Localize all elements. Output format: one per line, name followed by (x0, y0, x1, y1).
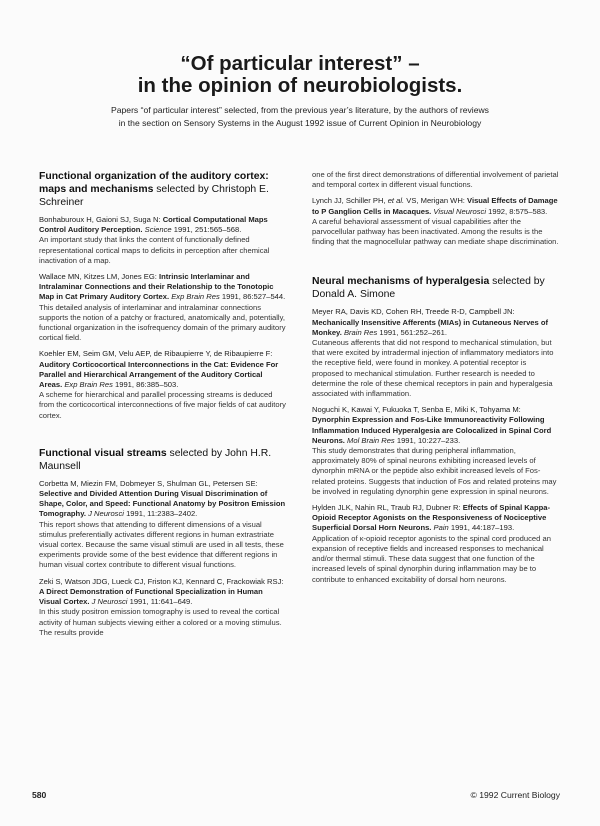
citation-authors: Noguchi K, Kawai Y, Fukuoka T, Senba E, Miki K, Tohyama M: (312, 405, 521, 415)
citation-annotation: This study demonstrates that during peripheral inflammation, approximately 80% of spinal neurons exhibiting increased levels of dynorphin mRNA or the peptide also exhibit increased levels of Fos-related proteins. Suggests that induction of Fos and related proteins may be involved in regulating dynorphin gene expression in spinal neurons. (312, 446, 557, 496)
citation (39, 215, 287, 235)
citation-authors: Corbetta M, Miezin FM, Dobmeyer S, Shulman GL, Petersen SE: (39, 478, 258, 488)
citation (312, 196, 560, 216)
reference-entry (39, 215, 287, 266)
page-title-line-2: in the opinion of neurobiologists. (137, 74, 463, 97)
subtitle-line-1: Papers “of particular interest” selected, from the previous year’s literature, by the authors of reviews (111, 105, 489, 115)
section-auditory-cortex (39, 170, 287, 421)
right-column (312, 170, 560, 611)
citation-annotation: In this study positron emission tomography is used to reveal the cortical activity of human subjects viewing either a colored or a moving stimulus. The results provide (39, 607, 282, 637)
section-heading (312, 275, 560, 301)
citation-annotation: A careful behavioral assessment of visual capabilities after the parvocellular pathway has been inactivated. Among the results is the finding that the magnocellular pathway can mediate shape discrimination. (312, 216, 559, 247)
citation-annotation: An important study that links the content of functionally defined representational cortical maps to deficits in perception after chemical inactivation of a map. (39, 235, 270, 265)
citation-authors: Wallace MN, Kitzes LM, Jones EG: (39, 272, 159, 282)
section-heading (39, 447, 287, 473)
citation-title: Mechanically Insensitive Afferents (MIAs) in Cutaneous Nerves of Monkey. (312, 317, 549, 337)
citation-details: 1991, 10:227–233. (394, 435, 461, 445)
reference-entry (312, 405, 560, 497)
citation-title: Intrinsic Interlaminar and Intralaminar Connections and their Relationship to the Tonotopic Map in Cat Primary Auditory Cortex. (39, 272, 274, 302)
citation-details: 1991, 11:641–649. (127, 597, 193, 607)
section-hyperalgesia (312, 275, 560, 584)
citation-annotation: Cutaneous afferents that did not respond to mechanical stimulation, but that were excited by intradermal injection of inflammatory mediators into the receptive field, were found in monkey. A potential receptor is proposed to mechanical stimulation. Further research is needed to determine the role of these chemical receptors in pain and hyperalgesia associated with inflammation. (312, 338, 554, 399)
citation-authors-cont: VS, Merigan WH: (404, 196, 468, 206)
citation-title: Auditory Corticocortical Interconnections in the Cat: Evidence For Parallel and Hierarchical Arrangement of the Auditory Cortical Areas. (39, 359, 279, 390)
citation-title: Effects of Spinal Kappa-Opioid Receptor Agonists on the Responsiveness of Nociceptive Superficial Dorsal Horn Neurons. (312, 503, 551, 533)
citation-authors: Hylden JLK, Nahin RL, Traub RJ, Dubner R: (312, 503, 463, 513)
reference-entry (312, 307, 560, 399)
citation-journal: Exp Brain Res (62, 380, 113, 390)
citation-annotation: This report shows that attending to different dimensions of a visual stimulus preferentially activates different regions in human extrastriate visual cortex. Because the same visual stimuli are used in all tests, these experiments provide some of the best evidence that different regions in human visual cortex contribute to different visual functions. (39, 519, 284, 570)
citation-journal: Pain (431, 523, 449, 533)
citation-journal: J Neurosci (85, 509, 124, 519)
citation-authors: Koehler EM, Seim GM, Velu AEP, de Ribaupierre Y, de Ribaupierre F: (39, 349, 273, 359)
section-title: Neural mechanisms of hyperalgesia (312, 276, 490, 288)
citation (39, 577, 287, 608)
citation (312, 503, 560, 534)
section-title: Functional visual streams (39, 447, 167, 459)
section-selected-by: selected by Christoph E. Schreiner (39, 184, 269, 208)
citation-annotation: Application of κ-opioid receptor agonists to the spinal cord produced an expansion of receptive fields and increased responses to mechanical and/or thermal stimuli. These data suggest that one function of the increased levels of spinal dynorphin during inflammation may be to contribute to enhanced excitability of dorsal horn neurons. (312, 533, 551, 584)
reference-entry (39, 479, 287, 571)
citation-title: Dynorphin Expression and Fos-Like Immunoreactivity Following Inflammation Induced Hyperalgesia are Colocalized in Spinal Cord Neurons. (312, 415, 552, 445)
citation-title: Visual Effects of Damage to P Ganglion Cells in Macaques. (312, 196, 558, 216)
citation-details: 1991, 44:187–193. (448, 523, 515, 533)
citation-authors: Meyer RA, Davis KD, Cohen RH, Treede R-D, Campbell JN: (312, 307, 515, 317)
citation-details: 1991, 86:527–544. (219, 292, 286, 302)
citation-authors: Zeki S, Watson JDG, Lueck CJ, Friston KJ, Kennard C, Frackowiak RSJ: (39, 576, 284, 586)
citation-authors: Lynch JJ, Schiller PH, (312, 196, 388, 206)
citation-title: Selective and Divided Attention During Visual Discrimination of Shape, Color, and Speed: Functional Anatomy by Positron Emission Tomography. (39, 489, 286, 519)
copyright-notice: © 1992 Current Biology (470, 790, 560, 800)
section-heading (39, 170, 287, 209)
left-column (39, 170, 287, 664)
citation (312, 405, 560, 446)
citation-title: Cortical Computational Maps Control Auditory Perception. (39, 215, 268, 235)
citation-annotation: A scheme for hierarchical and parallel processing streams is deduced from the corticocortical interconnections of five major fields of cat auditory cortex. (39, 390, 286, 420)
citation-authors-etal: et al. (387, 196, 405, 206)
citation-details: 1991, 251:565–568. (171, 225, 242, 235)
page-subtitle (60, 104, 540, 130)
citation (39, 479, 287, 520)
page-title-line-1: “Of particular interest” – (180, 52, 420, 75)
citation-journal: Mol Brain Res (344, 435, 395, 445)
section-selected-by: selected by Donald A. Simone (312, 276, 545, 301)
reference-entry (39, 272, 287, 343)
citation-title: A Direct Demonstration of Functional Specialization in Human Visual Cortex. (39, 586, 263, 607)
citation-authors: Bonhaburoux H, Gaioni SJ, Suga N: (39, 215, 163, 224)
page-number: 580 (32, 790, 47, 800)
section-visual-streams (39, 447, 287, 638)
citation-annotation: one of the first direct demonstrations of differential involvement of parietal and temporal cortex in different visual functions. (312, 170, 559, 190)
subtitle-line-2: in the section on Sensory Systems in the August 1992 issue of Current Opinion in Neurobiology (118, 118, 482, 128)
reference-entry (312, 503, 560, 585)
reference-entry (312, 196, 560, 247)
citation-details: 1991, 11:2383–2402. (123, 509, 198, 519)
citation-journal: Brain Res (341, 327, 378, 337)
citation-annotation: This detailed analysis of interlaminar and intralaminar connections supports the notion of a patchy or fractured, anatomically and, potentially, functional organization in the isofrequency domain of the primary auditory cortical field. (39, 302, 286, 343)
section-selected-by: selected by John H.R. Maunsell (39, 447, 272, 472)
citation-details: 1991, 561:252–261. (377, 327, 447, 337)
citation-journal: Visual Neurosci (431, 206, 487, 216)
section-title: Functional organization of the auditory cortex: maps and mechanisms (39, 171, 269, 195)
citation (39, 272, 287, 303)
citation-details: 1991, 86:385–503. (112, 380, 179, 390)
citation-details: 1992, 8:575–583. (486, 206, 548, 216)
citation-journal: Science (142, 225, 172, 235)
reference-entry (39, 577, 287, 638)
continued-annotation (312, 170, 560, 190)
reference-entry (39, 349, 287, 420)
citation-journal: J Neurosci (89, 597, 128, 607)
citation (312, 307, 560, 338)
citation-journal: Exp Brain Res (169, 292, 220, 302)
citation (39, 349, 287, 390)
